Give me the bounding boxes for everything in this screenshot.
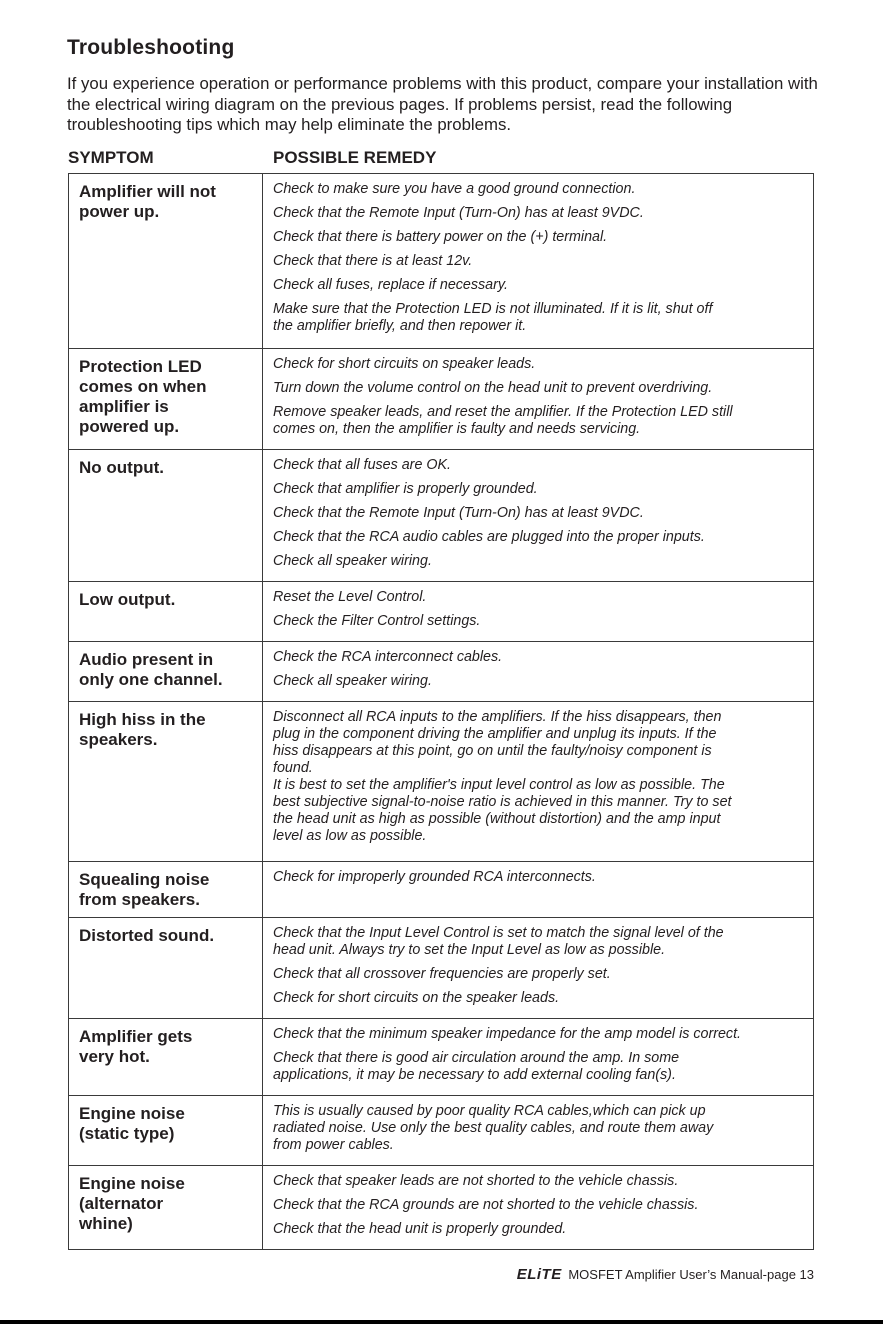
remedy-item: Check all speaker wiring. [273, 673, 432, 689]
symptom-cell [69, 1166, 263, 1250]
symptom-cell [69, 862, 263, 918]
remedy-column-header: POSSIBLE REMEDY [273, 148, 437, 167]
symptom-text: Amplifier will not power up. [79, 182, 216, 221]
remedy-item: Check to make sure you have a good ground connection. [273, 181, 636, 197]
symptom-cell [69, 174, 263, 349]
remedy-item: Check the Filter Control settings. [273, 613, 481, 629]
remedy-item: Check all speaker wiring. [273, 553, 432, 569]
symptom-cell [69, 349, 263, 450]
remedy-item: Check for short circuits on the speaker leads. [273, 990, 560, 1006]
table-row [69, 174, 814, 349]
remedy-item: Check that all crossover frequencies are properly set. [273, 966, 611, 982]
remedy-item: Disconnect all RCA inputs to the amplifiers. If the hiss disappears, then plug in the component driving the amplifier and unplug its inputs. If the hiss disappears at this point, go on until the faulty/noisy component is found. It is best to set the amplifier's input level control as low as possible. The best subjective signal-to-noise ratio is achieved in this manner. Try to set the head unit as high as possible (without distortion) and the amp input level as low as possible. [273, 709, 732, 844]
remedy-item: Check that the Remote Input (Turn-On) has at least 9VDC. [273, 505, 644, 521]
remedy-item: Make sure that the Protection LED is not illuminated. If it is lit, shut off the amplifier briefly, and then repower it. [273, 301, 713, 334]
table-row [69, 862, 814, 918]
troubleshooting-table [68, 173, 814, 1250]
remedy-item: Check for improperly grounded RCA interconnects. [273, 869, 596, 885]
symptom-text: Engine noise (static type) [79, 1104, 185, 1143]
remedy-item: Check that the Input Level Control is set to match the signal level of the head unit. Always try to set the Input Level as low as possible. [273, 925, 724, 958]
remedy-item: Reset the Level Control. [273, 589, 427, 605]
remedy-item: Check that the Remote Input (Turn-On) has at least 9VDC. [273, 205, 644, 221]
remedy-cell [263, 642, 814, 702]
intro-paragraph: If you experience operation or performance problems with this product, compare your installation with the electrical wiring diagram on the previous pages. If problems persist, read the following troubleshooting tips which may help eliminate the problems. [67, 74, 818, 134]
remedy-item: Check that the RCA grounds are not shorted to the vehicle chassis. [273, 1197, 699, 1213]
remedy-cell [263, 349, 814, 450]
remedy-item: Check that speaker leads are not shorted to the vehicle chassis. [273, 1173, 679, 1189]
symptom-text: Low output. [79, 590, 176, 609]
remedy-item: Check for short circuits on speaker leads. [273, 356, 536, 372]
remedy-item: Check that amplifier is properly grounded. [273, 481, 538, 497]
symptom-text: Amplifier gets very hot. [79, 1027, 193, 1066]
table-row [69, 918, 814, 1019]
remedy-cell [263, 174, 814, 349]
remedy-item: Check that the head unit is properly grounded. [273, 1221, 567, 1237]
remedy-item: Check that there is battery power on the (+) terminal. [273, 229, 608, 245]
remedy-item: Turn down the volume control on the head unit to prevent overdriving. [273, 380, 713, 396]
symptom-cell [69, 582, 263, 642]
symptom-text: Audio present in only one channel. [79, 650, 223, 689]
remedy-item: Check that all fuses are OK. [273, 457, 451, 473]
symptom-cell [69, 918, 263, 1019]
symptom-cell [69, 702, 263, 862]
symptom-text: Protection LED comes on when amplifier is powered up. [79, 357, 207, 436]
footer-text: MOSFET Amplifier User’s Manual-page 13 [568, 1267, 814, 1282]
remedy-item: Check the RCA interconnect cables. [273, 649, 503, 665]
table-row [69, 642, 814, 702]
table-row [69, 349, 814, 450]
remedy-cell [263, 702, 814, 862]
symptom-cell [69, 1019, 263, 1096]
symptom-cell [69, 450, 263, 582]
brand-logo: ELiTE [516, 1266, 562, 1283]
table-row [69, 1019, 814, 1096]
remedy-cell [263, 450, 814, 582]
remedy-item: Check that there is good air circulation around the amp. In some applications, it may be necessary to add external cooling fan(s). [273, 1050, 680, 1083]
page-title: Troubleshooting [67, 36, 235, 59]
remedy-item: Check that the minimum speaker impedance for the amp model is correct. [273, 1026, 742, 1042]
remedy-item: Check that the RCA audio cables are plugged into the proper inputs. [273, 529, 705, 545]
remedy-cell [263, 1019, 814, 1096]
page-footer [0, 1266, 814, 1283]
bottom-rule [0, 1320, 883, 1324]
remedy-item: This is usually caused by poor quality RCA cables,which can pick up radiated noise. Use only the best quality cables, and route them away from power cables. [273, 1103, 714, 1153]
symptom-text: Distorted sound. [79, 926, 215, 945]
symptom-text: High hiss in the speakers. [79, 710, 206, 749]
symptom-text: No output. [79, 458, 164, 477]
symptom-text: Engine noise (alternator whine) [79, 1174, 185, 1233]
table-row [69, 702, 814, 862]
symptom-cell [69, 1096, 263, 1166]
symptom-column-header: SYMPTOM [68, 148, 154, 167]
remedy-item: Remove speaker leads, and reset the amplifier. If the Protection LED still comes on, then the amplifier is faulty and needs servicing. [273, 404, 733, 437]
remedy-cell [263, 1096, 814, 1166]
symptom-cell [69, 642, 263, 702]
remedy-cell [263, 1166, 814, 1250]
remedy-cell [263, 582, 814, 642]
remedy-item: Check that there is at least 12v. [273, 253, 473, 269]
remedy-cell [263, 918, 814, 1019]
table-row [69, 1096, 814, 1166]
symptom-text: Squealing noise from speakers. [79, 870, 210, 909]
remedy-cell [263, 862, 814, 918]
table-row [69, 1166, 814, 1250]
remedy-item: Check all fuses, replace if necessary. [273, 277, 508, 293]
table-row [69, 582, 814, 642]
table-row [69, 450, 814, 582]
